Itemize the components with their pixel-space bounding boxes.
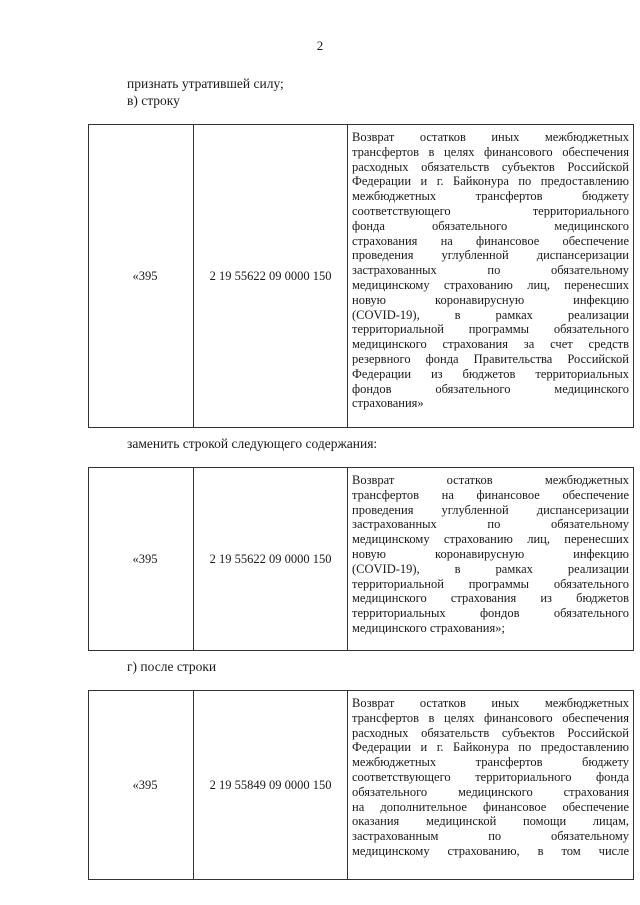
paragraph-item-v: в) строку xyxy=(127,93,180,108)
description-line: фондов обязательного медицинского xyxy=(352,381,629,396)
code-cell: «395 xyxy=(89,125,194,428)
description-line: межбюджетных трансфертов бюджету xyxy=(352,755,629,770)
table-replacement-row xyxy=(88,467,634,651)
kbk-cell: 2 19 55622 09 0000 150 xyxy=(194,468,348,651)
description-line: Федерации и г. Байконура по предоставлению xyxy=(352,740,629,755)
description-line: фонда обязательного медицинского xyxy=(352,218,629,233)
paragraph-item-g: г) после строки xyxy=(127,659,217,674)
description-line: территориальной программы обязательного xyxy=(352,576,629,591)
description-line: застрахованных по обязательному xyxy=(352,517,629,532)
description-line: территориальных фондов обязательного xyxy=(352,606,629,621)
description-line: медицинского страхования за счет средств xyxy=(352,337,629,352)
description-line: трансфертов в целях финансового обеспечения xyxy=(352,144,629,159)
description-line: Возврат остатков межбюджетных xyxy=(352,473,629,487)
description-line: межбюджетных трансфертов бюджету xyxy=(352,189,629,204)
description-line: (COVID-19), в рамках реализации xyxy=(352,307,629,322)
table-after-row xyxy=(88,690,634,880)
description-line: резервного фонда Правительства Российской xyxy=(352,351,629,366)
table-row xyxy=(89,691,634,880)
description-line: Федерации из бюджетов территориальных xyxy=(352,366,629,381)
description-line: застрахованным по обязательному xyxy=(352,829,629,844)
description-line: расходных обязательств субъектов Российской xyxy=(352,725,629,740)
description-cell xyxy=(348,125,634,428)
description-line: медицинскому страхованию лиц, перенесших xyxy=(352,277,629,292)
description-line: соответствующего территориального xyxy=(352,203,629,218)
description-cell xyxy=(348,468,634,651)
table-row xyxy=(89,468,634,651)
paragraph-repealed: признать утратившей силу; xyxy=(127,76,284,91)
table-row xyxy=(89,125,634,428)
description-line: страхования» xyxy=(352,396,424,411)
description-line: трансфертов на финансовое обеспечение xyxy=(352,487,629,502)
code-cell: «395 xyxy=(89,468,194,651)
description-line: Возврат остатков иных межбюджетных xyxy=(352,130,629,144)
table-original-row xyxy=(88,124,634,428)
description-line: расходных обязательств субъектов Российской xyxy=(352,159,629,174)
paragraph-replace: заменить строкой следующего содержания: xyxy=(127,436,378,451)
description-line: территориальной программы обязательного xyxy=(352,322,629,337)
description-line: Возврат остатков иных межбюджетных xyxy=(352,696,629,710)
description-line: оказания медицинской помощи лицам, xyxy=(352,814,629,829)
description-line: медицинского страхования из бюджетов xyxy=(352,591,629,606)
description-line: медицинскому страхованию, в том числе xyxy=(352,843,629,858)
description-line: новую коронавирусную инфекцию xyxy=(352,546,629,561)
kbk-cell: 2 19 55622 09 0000 150 xyxy=(194,125,348,428)
description-line: новую коронавирусную инфекцию xyxy=(352,292,629,307)
description-line: соответствующего территориального фонда xyxy=(352,769,629,784)
description-line: медицинского страхования»; xyxy=(352,620,505,635)
description-line: (COVID-19), в рамках реализации xyxy=(352,561,629,576)
description-line: страхования на финансовое обеспечение xyxy=(352,233,629,248)
description-line: проведения углубленной диспансеризации xyxy=(352,248,629,263)
description-cell xyxy=(348,691,634,880)
page-number: 2 xyxy=(316,38,324,53)
kbk-cell: 2 19 55849 09 0000 150 xyxy=(194,691,348,880)
description-line: трансфертов в целях финансового обеспечения xyxy=(352,710,629,725)
description-line: проведения углубленной диспансеризации xyxy=(352,502,629,517)
code-cell: «395 xyxy=(89,691,194,880)
description-line: застрахованных по обязательному xyxy=(352,263,629,278)
description-line: медицинскому страхованию лиц, перенесших xyxy=(352,532,629,547)
description-line: на дополнительное финансовое обеспечение xyxy=(352,799,629,814)
description-line: обязательного медицинского страхования xyxy=(352,784,629,799)
description-line: Федерации и г. Байконура по предоставлению xyxy=(352,174,629,189)
